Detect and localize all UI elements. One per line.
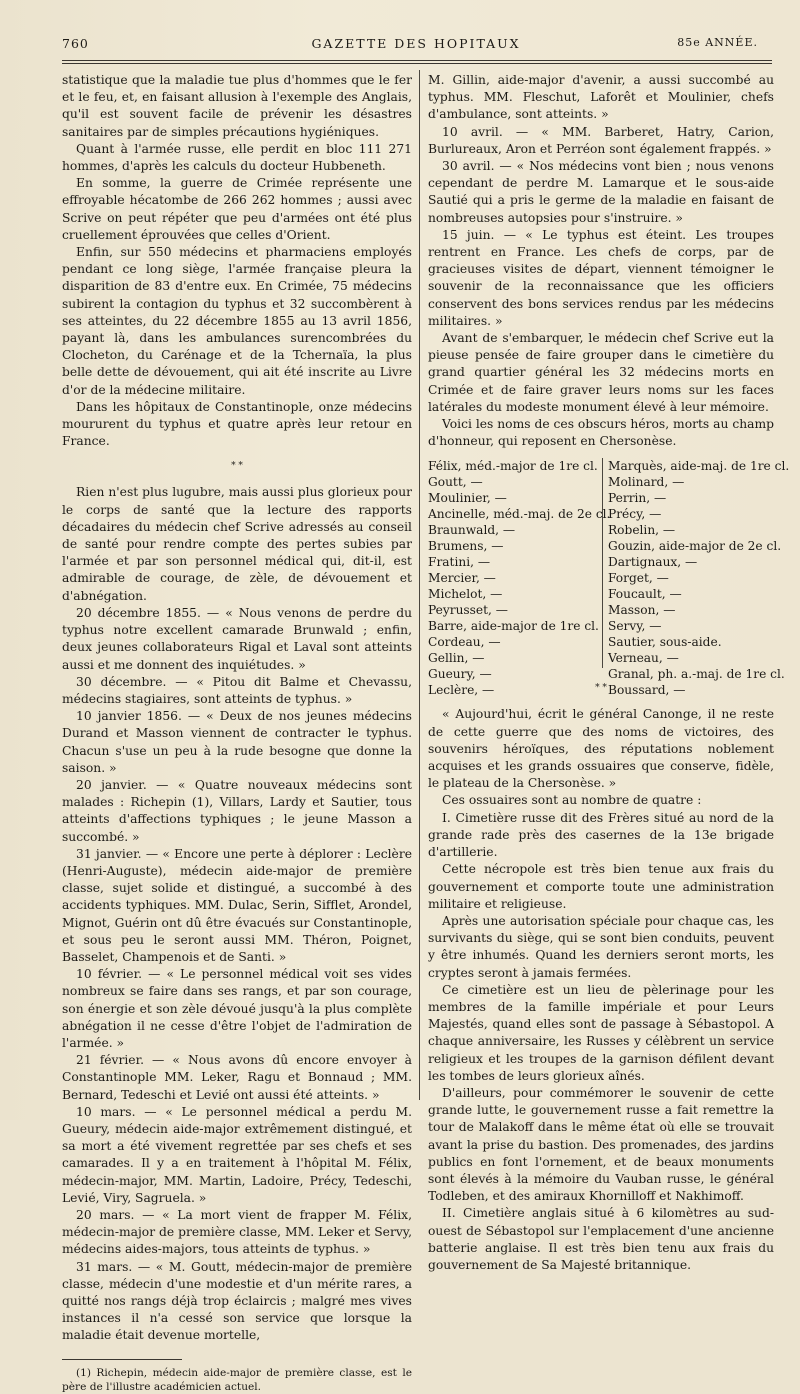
section-separator: * * (595, 683, 607, 694)
name-entry: Félix, méd.-major de 1re cl. (428, 459, 598, 474)
section-separator: * * (231, 461, 243, 472)
name-entry: Gellin, — (428, 651, 485, 666)
name-entry: Marquès, aide-maj. de 1re cl. (608, 459, 790, 474)
page-number: 760 (62, 36, 89, 51)
name-entry: Forget, — (608, 571, 669, 586)
name-entry: Gouzin, aide-major de 2e cl. (608, 539, 782, 554)
paragraph: Après une autorisation spéciale pour chaque cas, les survivants du siège, qui se sont bien conduits, peuvent y être inhumés. Quand les derniers seront morts, les cryptes seront à jamais fermées. (428, 913, 774, 980)
name-entry: Cordeau, — (428, 635, 501, 650)
report-entry: 10 janvier 1856. — « Deux de nos jeunes médecins Durand et Masson viennent de contracter le typhus. Chacun s'use un peu à la rude besogne que donne la saison. » (62, 709, 412, 775)
page-header (62, 36, 770, 58)
paragraph: Ce cimetière est un lieu de pèlerinage pour les membres de la famille impériale et pour Leurs Majestés, quand elles sont de passage à Sébastopol. A chaque anniversaire, les Russes y célèbrent un service religieux et les troupes de la garnison défilent devant les tombes de leurs glorieux aînés. (428, 982, 774, 1083)
paragraph: I. Cimetière russe dit des Frères situé au nord de la grande rade près des casernes de la 13e brigade d'artillerie. (428, 810, 774, 860)
report-entry: 10 avril. — « MM. Barberet, Hatry, Carion, Burlureaux, Aron et Perréon sont également frappés. » (428, 124, 774, 156)
names-list (428, 458, 790, 698)
name-entry: Fratini, — (428, 555, 491, 570)
paragraph: Quant à l'armée russe, elle perdit en bloc 111 271 hommes, d'après les calculs du docteur Hubbeneth. (62, 141, 412, 174)
paragraph: Enfin, sur 550 médecins et pharmaciens employés pendant ce long siège, l'armée française pleura la disparition de 83 d'entre eux. En Crimée, 75 médecins subirent la contagion du typhus et 32 succombèrent à ses atteintes, du 22 décembre 1855 au 13 avril 1856, payant là, dans les ambulances surencombrées du Clocheton, du Carénage et de la Tchernaïa, la plus belle dette de dévouement, qui ait été inscrite au Livre d'or de la médecine militaire. (62, 245, 412, 397)
report-entry: 20 janvier. — « Quatre nouveaux médecins sont malades : Richepin (1), Villars, Lardy et Sautier, tous atteints d'affections typhiques ; le jeune Masson a succombé. » (62, 777, 412, 844)
paragraph: D'ailleurs, pour commémorer le souvenir de cette grande lutte, le gouvernement russe a fait remettre la tour de Malakoff dans le même état où elle se trouvait avant la prise du bastion. Des promenades, des jardins publics en font l'ornement, et de beaux monuments sont élevés à la mémoire du Vauban russe, le général Todleben, et des amiraux Khornilloff et Nakhimoff. (428, 1085, 774, 1204)
name-entry: Dartignaux, — (608, 555, 698, 570)
names-divider (602, 458, 603, 668)
report-entry: 31 mars. — « M. Goutt, médecin-major de première classe, médecin d'une modestie et d'un mérite rares, a quitté nos rangs déjà trop éclaircis ; malgré mes vives instances il n'a cessé son service que lorsque la maladie était devenue mortelle, (62, 1259, 412, 1343)
name-entry: Peyrusset, — (428, 603, 508, 618)
report-entry: 20 mars. — « La mort vient de frapper M. Félix, médecin-major de première classe, MM. Leker et Servy, médecins aides-majors, tous atteints de typhus. » (62, 1208, 412, 1257)
report-entry: 15 juin. — « Le typhus est éteint. Les troupes rentrent en France. Les chefs de corps, par de gracieuses visites de départ, viennent témoigner le souvenir de la reconnaissance que les officiers conservent des bons services rendus par les médecins militaires. » (428, 227, 774, 328)
name-entry: Foucault, — (608, 587, 682, 602)
header-rule (62, 60, 772, 61)
footnote: (1) Richepin, médecin aide-major de première classe, est le père de l'illustre académicien actuel. (62, 1366, 412, 1393)
name-entry: Moulinier, — (428, 491, 507, 506)
name-entry: Michelot, — (428, 587, 503, 602)
name-entry: Barre, aide-major de 1re cl. (428, 619, 599, 634)
name-entry: Leclère, — (428, 683, 495, 698)
report-entry: 20 décembre 1855. — « Nous venons de perdre du typhus notre excellent camarade Brunwald ; enfin, deux jeunes collaborateurs Rigal et Laval sont atteints aussi et me donnent des inquiétudes. » (62, 605, 412, 672)
paragraph: statistique que la maladie tue plus d'hommes que le fer et le feu, et, en faisant allusion à l'exemple des Anglais, qu'il est souvent facile de prévenir les désastres sanitaires par de simples précautions hygiéniques. (62, 73, 412, 139)
paragraph: Rien n'est plus lugubre, mais aussi plus glorieux pour le corps de santé que la lecture des rapports décadaires du médecin chef Scrive adressés au conseil de santé pour rendre compte des pertes subies par l'armée et par son personnel médical qui, dit-il, est admirable de courage, de zèle, de dévouement et d'abnégation. (62, 485, 412, 603)
name-entry: Ancinelle, méd.-maj. de 2e cl. (428, 507, 611, 522)
column-divider (419, 70, 420, 1100)
right-column (428, 72, 790, 1274)
name-entry: Robelin, — (608, 523, 676, 538)
header-rule-double (62, 63, 772, 64)
paragraph: Cette nécropole est très bien tenue aux frais du gouvernement et comporte toute une administration militaire et religieuse. (428, 862, 774, 911)
year-label: 85e ANNÉE. (677, 36, 758, 49)
paragraph: Voici les noms de ces obscurs héros, morts au champ d'honneur, qui reposent en Chersonèse. (428, 417, 774, 449)
name-entry: Sautier, sous-aide. (608, 635, 722, 650)
paragraph: « Aujourd'hui, écrit le général Canonge, il ne reste de cette guerre que des noms de victoires, des souvenirs héroïques, des réputations noblement acquises et les grands ossuaires que conserve, fidèle, le plateau de la Chersonèse. » (428, 707, 774, 791)
name-entry: Verneau, — (608, 651, 679, 666)
name-entry: Masson, — (608, 603, 676, 618)
name-entry: Précy, — (608, 507, 662, 522)
name-entry: Braunwald, — (428, 523, 516, 538)
paragraph: Avant de s'embarquer, le médecin chef Scrive eut la pieuse pensée de faire grouper dans le cimetière du grand quartier général les 32 médecins morts en Crimée et de faire graver leurs noms sur les faces latérales du modeste monument élevé à leur mémoire. (428, 331, 774, 414)
name-entry: Goutt, — (428, 475, 483, 490)
name-entry: Boussard, — (608, 683, 686, 698)
journal-title: GAZETTE DES HOPITAUX (311, 36, 521, 51)
footnote-rule (62, 1359, 182, 1360)
names-list-left (428, 458, 611, 698)
name-entry: Perrin, — (608, 491, 667, 506)
name-entry: Gueury, — (428, 667, 492, 682)
name-entry: Servy, — (608, 619, 662, 634)
paragraph: Ces ossuaires sont au nombre de quatre : (442, 793, 702, 808)
report-entry: 21 février. — « Nous avons dû encore envoyer à Constantinople MM. Leker, Ragu et Bonnaud ; MM. Bernard, Tedeschi et Levié ont aussi été atteints. » (62, 1053, 412, 1102)
report-entry: 31 janvier. — « Encore une perte à déplorer : Leclère (Henri-Auguste), médecin aide-major de première classe, sujet solide et distingué, a succombé à des accidents typhiques. MM. Dulac, Serin, Sifflet, Arondel, Mignot, Guérin ont dû être évacués sur Constantinople, et sous peu le seront aussi MM. Théron, Poignet, Basselet, Champenois et de Santi. » (62, 846, 412, 964)
name-entry: Molinard, — (608, 475, 685, 490)
paragraph: M. Gillin, aide-major d'avenir, a aussi succombé au typhus. MM. Fleschut, Laforêt et Moulinier, chefs d'ambulance, sont atteints. » (428, 73, 774, 122)
paragraph: II. Cimetière anglais situé à 6 kilomètres au sud-ouest de Sébastopol sur l'emplacement d'une ancienne batterie anglaise. Il est très bien tenu aux frais du gouvernement de Sa Majesté britannique. (428, 1206, 774, 1272)
paragraph: Dans les hôpitaux de Constantinople, onze médecins moururent du typhus et quatre après leur retour en France. (62, 399, 412, 449)
name-entry: Mercier, — (428, 571, 496, 586)
names-list-right (608, 458, 790, 698)
report-entry: 30 décembre. — « Pitou dit Balme et Chevassu, médecins stagiaires, sont atteints de typhus. » (62, 674, 412, 706)
paragraph: En somme, la guerre de Crimée représente une effroyable hécatombe de 266 262 hommes ; aussi avec Scrive on peut répéter que peu d'armées ont été plus cruellement éprouvées que celles d'Orient. (62, 176, 412, 242)
name-entry: Brumens, — (428, 539, 504, 554)
report-entry: 10 mars. — « Le personnel médical a perdu M. Gueury, médecin aide-major extrêmement distingué, et sa mort a été vivement regrettée par ses chefs et ses camarades. Il y a en traitement à l'hôpital M. Félix, médecin-major, MM. Martin, Ladoire, Précy, Tedeschi, Levié, Viry, Sagruela. » (62, 1104, 412, 1205)
report-entry: 30 avril. — « Nos médecins vont bien ; nous venons cependant de perdre M. Lamarque et le sous-aide Sautié qui a pris le germe de la maladie en faisant de nombreuses autopsies pour s'instruire. » (428, 159, 774, 225)
name-entry: Granal, ph. a.-maj. de 1re cl. (608, 667, 785, 682)
report-entry: 10 février. — « Le personnel médical voit ses vides nombreux se faire dans ses rangs, et par son courage, son énergie et son zèle dévoué jusqu'à la plus complète abnégation il ne cesse d'être l'objet de l'admiration de l'armée. » (62, 967, 412, 1050)
left-column (62, 72, 412, 1394)
